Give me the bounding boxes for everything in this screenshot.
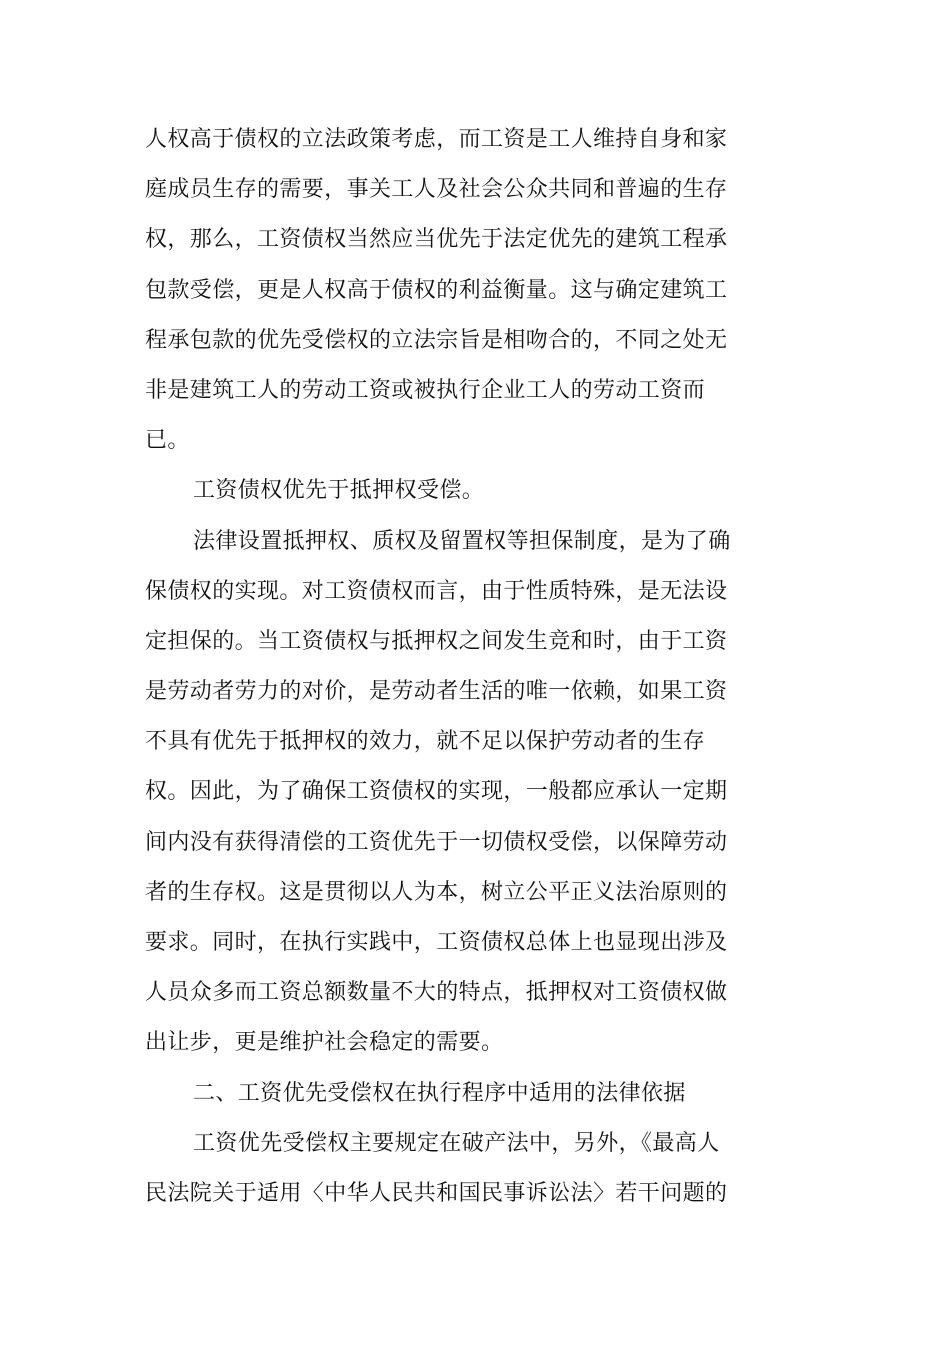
text-line: 要求。同时，在执行实践中，工资债权总体上也显现出涉及: [145, 930, 728, 955]
text-line: 不具有优先于抵押权的效力，就不足以保护劳动者的生存: [145, 729, 706, 755]
section-heading: 二、工资优先受偿权在执行程序中适用的法律依据: [193, 1080, 686, 1106]
body-text: [145, 115, 755, 1219]
text-line: 非是建筑工人的劳动工资或被执行企业工人的劳动工资而: [145, 377, 706, 403]
text-line: 保债权的实现。对工资债权而言，由于性质特殊，是无法设: [145, 578, 728, 604]
text-line: 庭成员生存的需要，事关工人及社会公众共同和普遍的生存: [145, 177, 728, 203]
text-line: 出让步，更是维护社会稳定的需要。: [145, 1030, 504, 1056]
section-heading: 工资债权优先于抵押权受偿。: [193, 478, 485, 504]
text-line: 程承包款的优先受偿权的立法宗旨是相吻合的，不同之处无: [145, 327, 728, 353]
text-line: 是劳动者劳力的对价，是劳动者生活的唯一依赖，如果工资: [145, 679, 728, 705]
text-line: 者的生存权。这是贯彻以人为本，树立公平正义法治原则的: [145, 879, 728, 905]
text-line: 人员众多而工资总额数量不大的特点，抵押权对工资债权做: [145, 980, 728, 1006]
paragraph-start: 法律设置抵押权、质权及留置权等担保制度，是为了确: [193, 528, 731, 554]
text-line: 民法院关于适用〈中华人民共和国民事诉讼法〉若干问题的: [145, 1180, 728, 1206]
text-line: 权。因此，为了确保工资债权的实现，一般都应承认一定期: [145, 779, 728, 805]
paragraph-start: 工资优先受偿权主要规定在破产法中，另外，《最高人: [193, 1130, 720, 1156]
text-line: 权，那么，工资债权当然应当优先于法定优先的建筑工程承: [145, 227, 728, 253]
text-line: 包款受偿，更是人权高于债权的利益衡量。这与确定建筑工: [145, 277, 728, 303]
text-line: 间内没有获得清偿的工资优先于一切债权受偿，以保障劳动: [145, 829, 728, 855]
text-line: 已。: [145, 428, 190, 454]
text-line: 人权高于债权的立法政策考虑，而工资是工人维持自身和家: [145, 127, 728, 152]
text-line: 定担保的。当工资债权与抵押权之间发生竞和时，由于工资: [145, 628, 728, 654]
